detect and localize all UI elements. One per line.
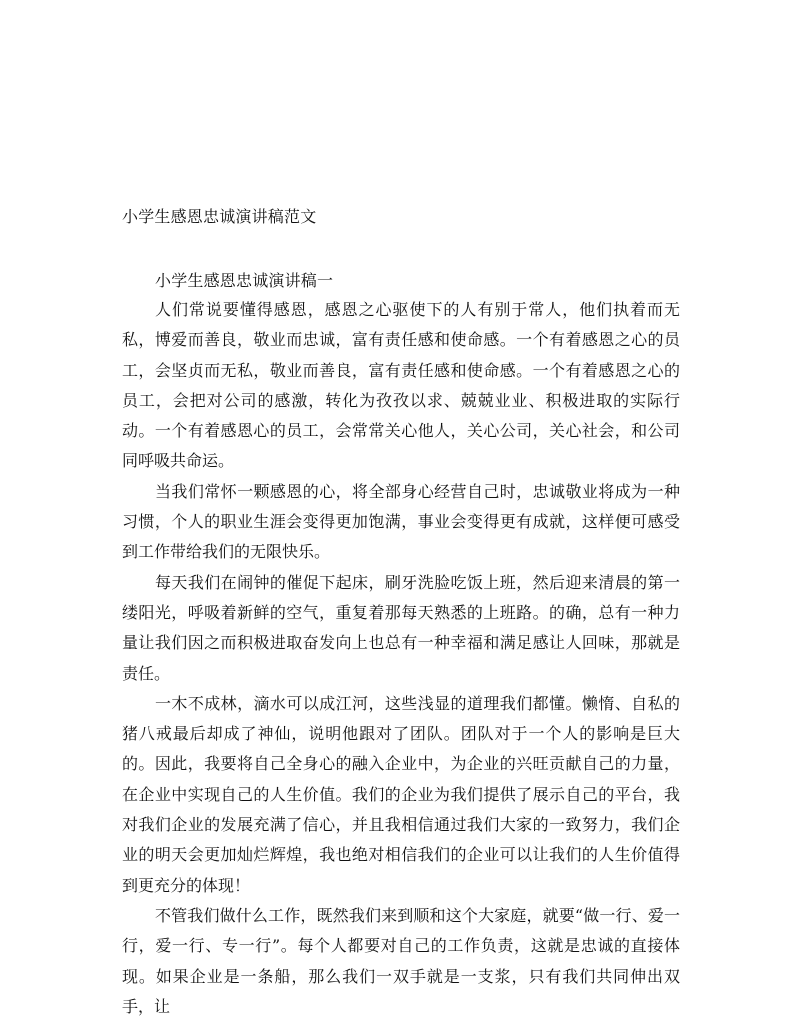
paragraph-5: 不管我们做什么工作，既然我们来到顺和这个大家庭，就要“做一行、爱一行，爱一行、专一行”。每个人都要对自己的工作负责，这就是忠诚的直接体现。如果企业是一条船，那么我们一双手就是一支浆，只有我们共同伸出双手，让 xyxy=(122,905,680,1016)
paragraph-3: 每天我们在闹钟的催促下起床，刷牙洗脸吃饭上班，然后迎来清晨的第一缕阳光，呼吸着新鲜的空气，重复着那每天熟悉的上班路。的确，总有一种力量让我们因之而积极进取奋发向上也总有一种幸福和满足感让人回味，那就是责任。 xyxy=(122,572,680,683)
document-title: 小学生感恩忠诚演讲稿范文 xyxy=(122,207,317,226)
section-title: 小学生感恩忠诚演讲稿一 xyxy=(155,271,334,290)
paragraph-4: 一木不成林，滴水可以成江河，这些浅显的道理我们都懂。懒惰、自私的猪八戒最后却成了神仙，说明他跟对了团队。团队对于一个人的影响是巨大的。因此，我要将自己全身心的融入企业中，为企业的兴旺贡献自己的力量，在企业中实现自己的人生价值。我们的企业为我们提供了展示自己的平台，我对我们企业的发展充满了信心，并且我相信通过我们大家的一致努力，我们企业的明天会更加灿烂辉煌，我也绝对相信我们的企业可以让我们的人生价值得到更充分的体现！ xyxy=(122,693,680,895)
paragraph-2: 当我们常怀一颗感恩的心，将全部身心经营自己时，忠诚敬业将成为一种习惯，个人的职业生涯会变得更加饱满，事业会变得更有成就，这样便可感受到工作带给我们的无限快乐。 xyxy=(122,481,680,562)
body-text xyxy=(122,295,680,1022)
paragraph-1: 人们常说要懂得感恩，感恩之心驱使下的人有别于常人，他们执着而无私，博爱而善良，敬业而忠诚，富有责任感和使命感。一个有着感恩之心的员工，会坚贞而无私，敬业而善良，富有责任感和使命感。一个有着感恩之心的员工，会把对公司的感激，转化为孜孜以求、兢兢业业、积极进取的实际行动。一个有着感恩心的员工，会常常关心他人，关心公司，关心社会，和公司同呼吸共命运。 xyxy=(122,300,680,471)
